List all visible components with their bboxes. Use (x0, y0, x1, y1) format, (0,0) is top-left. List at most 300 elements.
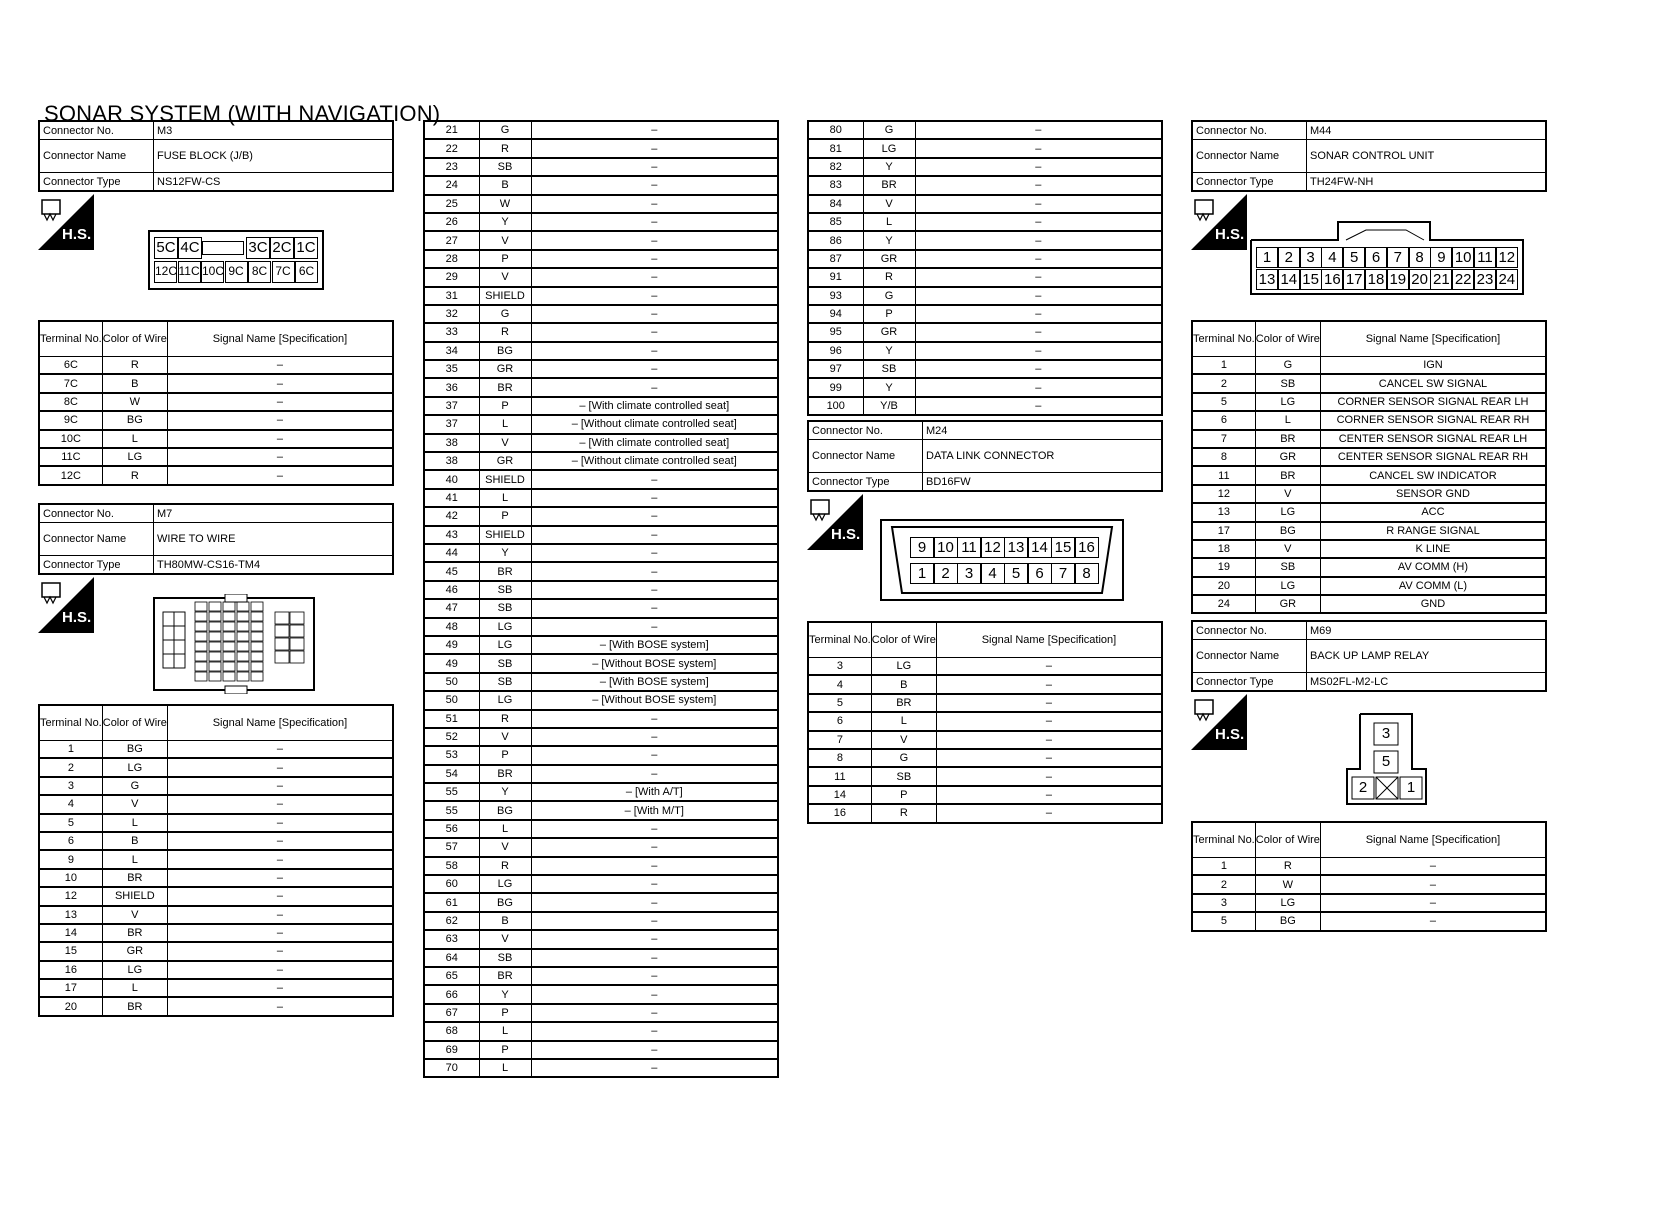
terminal-no: 45 (424, 562, 479, 580)
signal-name: – (531, 544, 778, 562)
signal-name: – (167, 374, 393, 392)
signal-name: – (1320, 912, 1546, 930)
wire-color: Y (479, 783, 531, 801)
table-header (1192, 822, 1546, 858)
wire-color: V (863, 195, 915, 213)
pin-label: 1C (294, 237, 318, 259)
table-row (808, 767, 1162, 785)
terminal-table-m7 (38, 704, 394, 1017)
wire-color: BG (1255, 522, 1320, 540)
terminal-no-header: Terminal No. (1192, 822, 1255, 858)
signal-name: – (936, 731, 1162, 749)
terminal-no: 43 (424, 526, 479, 544)
signal-name: – (167, 448, 393, 466)
hs-label: H.S. (1215, 226, 1245, 243)
table-row (424, 654, 778, 672)
table-row (808, 804, 1162, 822)
terminal-no: 8 (1192, 448, 1255, 466)
terminal-no: 5 (1192, 912, 1255, 930)
table-row (424, 507, 778, 525)
signal-name: – (531, 507, 778, 525)
signal-name: – (915, 397, 1162, 415)
wire-color: L (102, 979, 167, 997)
harness-side-icon (807, 494, 863, 550)
wire-color: Y (863, 342, 915, 360)
wire-color: G (863, 287, 915, 305)
wire-color: L (863, 213, 915, 231)
wire-color: SB (479, 599, 531, 617)
terminal-no: 55 (424, 801, 479, 819)
wire-color: GR (1255, 448, 1320, 466)
terminal-no: 9C (39, 411, 102, 429)
signal-name: – (915, 139, 1162, 157)
wire-color: V (102, 795, 167, 813)
signal-name: – (531, 599, 778, 617)
pin-label: 7 (1387, 247, 1409, 268)
wire-color: G (1255, 357, 1320, 375)
wire-color: P (479, 1004, 531, 1022)
wire-color-header: Color of Wire (102, 321, 167, 357)
pin-label: 3 (1381, 725, 1391, 742)
wire-color: SB (1255, 374, 1320, 392)
table-row (1192, 595, 1546, 613)
table-row (39, 741, 393, 759)
wire-color: R (1255, 858, 1320, 876)
wire-color: BG (102, 411, 167, 429)
table-row (424, 231, 778, 249)
table-row (1192, 430, 1546, 448)
connector-info-m7: Connector No. M7 Connector Name WIRE TO WIRE Connector Type TH80MW-CS16-TM4 (38, 503, 394, 575)
terminal-no: 10C (39, 430, 102, 448)
signal-name: – (531, 323, 778, 341)
wire-color: R (102, 357, 167, 375)
wire-color-header: Color of Wire (102, 705, 167, 741)
table-row (39, 411, 393, 429)
harness-side-icon (1191, 194, 1247, 250)
pin-label: 5 (1381, 753, 1391, 770)
wire-color: LG (479, 875, 531, 893)
pin-label: 22 (1452, 269, 1474, 290)
table-row (424, 360, 778, 378)
table-row (424, 765, 778, 783)
wire-color: SHIELD (479, 470, 531, 488)
table-row (39, 887, 393, 905)
table-row (808, 712, 1162, 730)
table-row (424, 305, 778, 323)
terminal-no: 12C (39, 466, 102, 484)
table-row (1192, 503, 1546, 521)
wire-color: LG (102, 961, 167, 979)
table-row (808, 176, 1162, 194)
signal-name: – (531, 562, 778, 580)
wire-color: G (479, 121, 531, 139)
wire-color: V (479, 930, 531, 948)
wire-color: L (479, 1022, 531, 1040)
harness-side-icon (38, 194, 94, 250)
table-row (424, 195, 778, 213)
table-row (424, 470, 778, 488)
harness-side-icon (1191, 694, 1247, 750)
wire-color: Y/B (863, 397, 915, 415)
pin-label: 9C (225, 261, 248, 283)
terminal-no: 61 (424, 893, 479, 911)
table-row (424, 783, 778, 801)
signal-name: – (167, 850, 393, 868)
signal-name: – (915, 268, 1162, 286)
terminal-no: 24 (1192, 595, 1255, 613)
signal-name: – (531, 250, 778, 268)
terminal-no: 37 (424, 397, 479, 415)
terminal-no: 1 (1192, 858, 1255, 876)
table-row (424, 139, 778, 157)
signal-name: – (167, 979, 393, 997)
signal-name: – (936, 786, 1162, 804)
pin-label: 4 (981, 563, 1005, 584)
signal-name: – (915, 121, 1162, 139)
terminal-no: 46 (424, 581, 479, 599)
signal-name: – (167, 357, 393, 375)
terminal-no: 47 (424, 599, 479, 617)
table-row (1192, 522, 1546, 540)
wire-color: V (871, 731, 936, 749)
signal-name: – (1320, 875, 1546, 893)
signal-name: – (531, 158, 778, 176)
wire-color: L (479, 415, 531, 433)
wire-color: P (863, 305, 915, 323)
signal-name-header: Signal Name [Specification] (1320, 321, 1546, 357)
wire-color: W (102, 393, 167, 411)
terminal-no: 14 (39, 924, 102, 942)
wire-color: BR (1255, 430, 1320, 448)
wire-color: R (102, 466, 167, 484)
signal-name: – (915, 360, 1162, 378)
terminal-no: 42 (424, 507, 479, 525)
signal-name: – (531, 1022, 778, 1040)
pin-label: 10 (1452, 247, 1474, 268)
wire-color: BG (479, 801, 531, 819)
terminal-no-header: Terminal No. (808, 622, 871, 658)
signal-name: CANCEL SW INDICATOR (1320, 466, 1546, 484)
terminal-no: 44 (424, 544, 479, 562)
hs-label: H.S. (62, 609, 92, 626)
wire-color: GR (479, 452, 531, 470)
terminal-no: 64 (424, 949, 479, 967)
table-row (424, 1004, 778, 1022)
terminal-no: 54 (424, 765, 479, 783)
table-row (424, 176, 778, 194)
terminal-no: 5 (808, 694, 871, 712)
pin-label: 12C (154, 261, 177, 283)
hs-label: H.S. (1215, 726, 1245, 743)
signal-name: – (167, 869, 393, 887)
wire-color: BR (479, 765, 531, 783)
wire-color: GR (102, 942, 167, 960)
terminal-no: 40 (424, 470, 479, 488)
table-row (808, 268, 1162, 286)
signal-name-header: Signal Name [Specification] (167, 705, 393, 741)
signal-name: – (915, 195, 1162, 213)
pin-label: 2 (934, 563, 958, 584)
wire-color: L (479, 820, 531, 838)
terminal-no: 20 (1192, 577, 1255, 595)
pin-label: 24 (1496, 269, 1518, 290)
wire-color: LG (1255, 894, 1320, 912)
signal-name: – (936, 658, 1162, 676)
signal-name: – (915, 305, 1162, 323)
signal-name: – [Without climate controlled seat] (531, 415, 778, 433)
terminal-no: 95 (808, 323, 863, 341)
table-row (808, 360, 1162, 378)
signal-name: – (531, 342, 778, 360)
signal-name: – (531, 618, 778, 636)
table-row (424, 801, 778, 819)
table-row (424, 434, 778, 452)
table-header (808, 622, 1162, 658)
wire-color: B (102, 832, 167, 850)
signal-name: – (531, 820, 778, 838)
terminal-no: 9 (39, 850, 102, 868)
table-row (808, 323, 1162, 341)
signal-name: – [With BOSE system] (531, 673, 778, 691)
pin-label: 3C (246, 237, 270, 259)
terminal-no: 34 (424, 342, 479, 360)
terminal-no: 2 (39, 758, 102, 776)
terminal-no: 55 (424, 783, 479, 801)
wire-color: W (1255, 875, 1320, 893)
signal-name: – (167, 430, 393, 448)
terminal-no: 32 (424, 305, 479, 323)
terminal-no: 26 (424, 213, 479, 231)
connector-type: NS12FW-CS (154, 173, 394, 192)
wire-color: Y (863, 231, 915, 249)
terminal-no: 3 (1192, 894, 1255, 912)
table-row (39, 924, 393, 942)
signal-name: – (531, 231, 778, 249)
pin-label: 11 (957, 537, 981, 558)
table-row (808, 342, 1162, 360)
wire-color: Y (479, 544, 531, 562)
signal-name: – (531, 949, 778, 967)
table-row (39, 997, 393, 1015)
wire-color: SB (1255, 558, 1320, 576)
signal-name: – (1320, 894, 1546, 912)
table-row (424, 710, 778, 728)
signal-name: – [With climate controlled seat] (531, 397, 778, 415)
table-row (424, 397, 778, 415)
signal-name: – (531, 838, 778, 856)
terminal-no: 85 (808, 213, 863, 231)
signal-name: – (167, 795, 393, 813)
table-row (808, 195, 1162, 213)
wire-color: P (479, 1041, 531, 1059)
pin-label: 12 (1496, 247, 1518, 268)
pin-label: 2 (1278, 247, 1300, 268)
terminal-no: 51 (424, 710, 479, 728)
signal-name: – (531, 912, 778, 930)
connector-info-m44: Connector No. M44 Connector Name SONAR CONTROL UNIT Connector Type TH24FW-NH (1191, 120, 1547, 192)
wire-color: R (479, 710, 531, 728)
wire-color-header: Color of Wire (1255, 321, 1320, 357)
terminal-no: 60 (424, 875, 479, 893)
terminal-no: 33 (424, 323, 479, 341)
terminal-no: 23 (424, 158, 479, 176)
table-row (424, 287, 778, 305)
table-row (39, 979, 393, 997)
signal-name: CORNER SENSOR SIGNAL REAR LH (1320, 393, 1546, 411)
table-row (424, 912, 778, 930)
wire-color: BR (479, 967, 531, 985)
terminal-no: 28 (424, 250, 479, 268)
table-row (1192, 894, 1546, 912)
wire-color: Y (479, 985, 531, 1003)
wire-color: SB (871, 767, 936, 785)
pin-label: 17 (1343, 269, 1365, 290)
signal-name: – (531, 875, 778, 893)
terminal-no: 3 (39, 777, 102, 795)
signal-name: – (531, 728, 778, 746)
pin-label: 3 (957, 563, 981, 584)
connector-type: TH80MW-CS16-TM4 (154, 556, 394, 575)
pin-label: 1 (1406, 779, 1416, 796)
connector-no: M3 (154, 121, 394, 140)
signal-name: – (531, 305, 778, 323)
signal-name: – (531, 1059, 778, 1077)
hs-label: H.S. (831, 526, 861, 543)
terminal-no: 31 (424, 287, 479, 305)
wire-color: R (479, 139, 531, 157)
signal-name: – (531, 967, 778, 985)
signal-name: CORNER SENSOR SIGNAL REAR RH (1320, 411, 1546, 429)
signal-name: – (531, 360, 778, 378)
terminal-no: 66 (424, 985, 479, 1003)
signal-name: – (167, 758, 393, 776)
signal-name: – (531, 930, 778, 948)
terminal-table-m44 (1191, 320, 1547, 614)
connector-m3-face (148, 230, 324, 290)
pin-label: 6C (295, 261, 318, 283)
signal-name: – (531, 1004, 778, 1022)
pin-label: 2 (1358, 779, 1368, 796)
wire-color: P (479, 746, 531, 764)
signal-name: – [Without BOSE system] (531, 691, 778, 709)
wire-color: B (479, 912, 531, 930)
signal-name: – (531, 470, 778, 488)
signal-name: – (167, 961, 393, 979)
table-row (424, 691, 778, 709)
signal-name-header: Signal Name [Specification] (936, 622, 1162, 658)
wire-color: LG (871, 658, 936, 676)
wire-color: G (863, 121, 915, 139)
terminal-no: 38 (424, 434, 479, 452)
table-row (1192, 577, 1546, 595)
terminal-no: 62 (424, 912, 479, 930)
signal-name: – (167, 887, 393, 905)
wire-color: LG (479, 636, 531, 654)
wire-color: W (479, 195, 531, 213)
wire-color: LG (1255, 503, 1320, 521)
table-row (424, 342, 778, 360)
table-row (424, 489, 778, 507)
table-row (39, 942, 393, 960)
pin-label: 5 (1343, 247, 1365, 268)
signal-name: – (915, 231, 1162, 249)
table-row (424, 820, 778, 838)
terminal-no: 37 (424, 415, 479, 433)
signal-name: – [With M/T] (531, 801, 778, 819)
table-row (39, 814, 393, 832)
table-row (424, 1041, 778, 1059)
pin-label: 13 (1256, 269, 1278, 290)
table-row (424, 893, 778, 911)
wire-color: R (479, 323, 531, 341)
signal-name: – (915, 378, 1162, 396)
table-row (424, 618, 778, 636)
wire-color: BR (863, 176, 915, 194)
terminal-no: 17 (39, 979, 102, 997)
terminal-no-header: Terminal No. (39, 705, 102, 741)
terminal-no: 100 (808, 397, 863, 415)
table-row (424, 728, 778, 746)
pin-label: 8C (248, 261, 271, 283)
terminal-no: 53 (424, 746, 479, 764)
terminal-no: 68 (424, 1022, 479, 1040)
wire-color: L (479, 489, 531, 507)
terminal-no: 22 (424, 139, 479, 157)
signal-name: – (531, 746, 778, 764)
wire-color: SB (479, 654, 531, 672)
wire-color: L (102, 430, 167, 448)
signal-name: – (531, 526, 778, 544)
connector-info-m3: Connector No. M3 Connector Name FUSE BLOCK (J/B) Connector Type NS12FW-CS (38, 120, 394, 192)
wire-color: V (479, 838, 531, 856)
table-row (1192, 411, 1546, 429)
terminal-no: 13 (39, 906, 102, 924)
table-row (1192, 485, 1546, 503)
connector-no: M7 (154, 504, 394, 523)
signal-name: AV COMM (L) (1320, 577, 1546, 595)
terminal-no: 83 (808, 176, 863, 194)
signal-name: CENTER SENSOR SIGNAL REAR RH (1320, 448, 1546, 466)
pin-label: 16 (1321, 269, 1343, 290)
connector-info-m69: Connector No. M69 Connector Name BACK UP LAMP RELAY Connector Type MS02FL-M2-LC (1191, 620, 1547, 692)
wire-color: BG (1255, 912, 1320, 930)
terminal-no: 38 (424, 452, 479, 470)
table-row (1192, 393, 1546, 411)
pin-label: 9 (1430, 247, 1452, 268)
pin-label: 23 (1474, 269, 1496, 290)
terminal-no: 57 (424, 838, 479, 856)
wire-color: L (479, 1059, 531, 1077)
pin-label: 5C (154, 237, 178, 259)
signal-name: – (531, 139, 778, 157)
terminal-no: 58 (424, 857, 479, 875)
table-row (39, 832, 393, 850)
hs-label: H.S. (62, 226, 92, 243)
wire-color: P (479, 397, 531, 415)
signal-name: – (531, 268, 778, 286)
table-row (424, 838, 778, 856)
signal-name: – (915, 342, 1162, 360)
connector-type: TH24FW-NH (1307, 173, 1547, 192)
signal-name: – (531, 857, 778, 875)
wire-color: B (102, 374, 167, 392)
signal-name: – (915, 158, 1162, 176)
terminal-no: 6 (808, 712, 871, 730)
terminal-no: 2 (1192, 374, 1255, 392)
signal-name: – (936, 712, 1162, 730)
signal-name: SENSOR GND (1320, 485, 1546, 503)
page-title: SONAR SYSTEM (WITH NAVIGATION) (44, 101, 441, 126)
